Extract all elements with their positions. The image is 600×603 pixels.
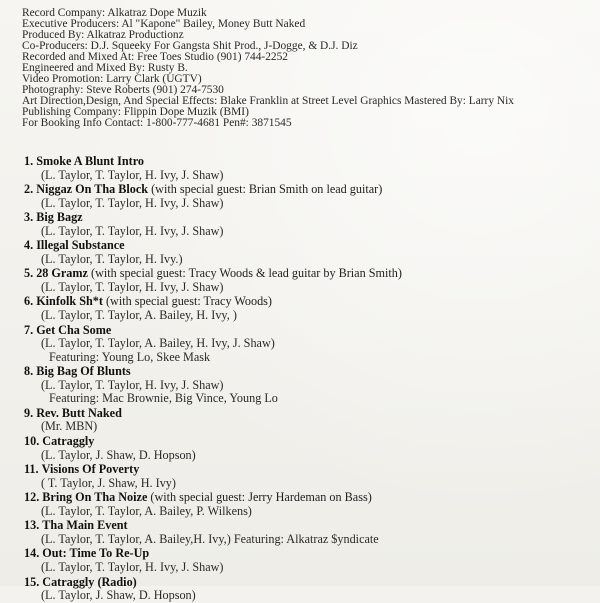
track-featuring: Featuring: Mac Brownie, Big Vince, Young Lo bbox=[49, 391, 278, 406]
track-writers: (L. Taylor, T. Taylor, A. Bailey, H. Ivy, ) bbox=[41, 307, 237, 322]
credit-line: Engineered and Mixed By: Rusty B. bbox=[22, 62, 188, 75]
track-name: 28 Gramz bbox=[36, 266, 88, 281]
track-writers: (L. Taylor, T. Taylor, A. Bailey, H. Ivy, J. Shaw) bbox=[41, 336, 275, 351]
track-item bbox=[24, 518, 594, 546]
track-number: 3. bbox=[24, 210, 34, 225]
track-name: Kinfolk Sh*t bbox=[36, 294, 103, 309]
credit-line: Photography: Steve Roberts (901) 274-7530 bbox=[22, 84, 224, 97]
track-number: 14. bbox=[24, 546, 40, 561]
track-writers: (Mr. MBN) bbox=[41, 419, 98, 434]
track-guest-note: (with special guest: Jerry Hardeman on Bass) bbox=[150, 490, 372, 505]
track-item bbox=[24, 323, 594, 365]
track-writers: (L. Taylor, T. Taylor, A. Bailey, P. Wilkens) bbox=[41, 503, 252, 518]
track-name: Big Bag Of Blunts bbox=[36, 364, 131, 379]
credit-line: Executive Producers: Al "Kapone" Bailey, Money Butt Naked bbox=[22, 18, 306, 31]
track-featuring: Featuring: Young Lo, Skee Mask bbox=[49, 349, 211, 364]
track-name: Smoke A Blunt Intro bbox=[36, 154, 144, 168]
track-item bbox=[24, 294, 594, 322]
track-name: Catraggly bbox=[42, 434, 95, 449]
track-number: 9. bbox=[24, 405, 34, 420]
track-item bbox=[24, 210, 594, 238]
credit-line: Recorded and Mixed At: Free Toes Studio (901) 744-2252 bbox=[22, 51, 288, 64]
track-title-line bbox=[24, 323, 594, 338]
track-writers: ( T. Taylor, J. Shaw, H. Ivy) bbox=[41, 475, 176, 490]
track-title-line bbox=[24, 546, 594, 561]
track-guest-note: (with special guest: Tracy Woods & lead guitar by Brian Smith) bbox=[91, 266, 402, 281]
credit-line: Co-Producers: D.J. Squeeky For Gangsta Shit Prod., J-Dogge, & D.J. Diz bbox=[22, 40, 358, 53]
track-title-line bbox=[24, 266, 594, 281]
track-number: 5. bbox=[24, 266, 34, 281]
track-item bbox=[24, 364, 594, 406]
track-number: 11. bbox=[24, 462, 39, 477]
track-item bbox=[24, 238, 594, 266]
track-item bbox=[24, 575, 594, 603]
track-name: Out: Time To Re-Up bbox=[42, 546, 150, 561]
track-item bbox=[24, 182, 594, 210]
track-title-line bbox=[24, 462, 594, 477]
track-name: Illegal Substance bbox=[36, 238, 125, 253]
track-number: 2. bbox=[24, 182, 34, 197]
track-number: 6. bbox=[24, 294, 34, 309]
credit-line: Publishing Company: Flippin Dope Muzik (BMI) bbox=[22, 106, 249, 119]
track-number: 10. bbox=[24, 434, 40, 449]
track-title-line bbox=[24, 364, 594, 379]
track-writers: (L. Taylor, T. Taylor, A. Bailey,H. Ivy,) Featuring: Alkatraz $yndicate bbox=[41, 531, 379, 546]
track-writers: (L. Taylor, J. Shaw, D. Hopson) bbox=[41, 447, 196, 462]
track-name: Niggaz On Tha Block bbox=[36, 182, 149, 197]
track-name: Bring On Tha Noize bbox=[42, 490, 148, 505]
track-title-line bbox=[24, 490, 594, 505]
track-title-line bbox=[24, 238, 594, 253]
track-title-line bbox=[24, 575, 594, 590]
track-name: Tha Main Event bbox=[42, 518, 128, 533]
track-writers: (L. Taylor, T. Taylor, H. Ivy.) bbox=[41, 251, 183, 266]
track-title-line bbox=[24, 294, 594, 309]
track-item bbox=[24, 154, 594, 182]
credits-block bbox=[22, 8, 597, 130]
track-number: 1. bbox=[24, 154, 34, 168]
credit-line: For Booking Info Contact: 1-800-777-4681 Pen#: 3871545 bbox=[22, 117, 292, 130]
track-name: Big Bagz bbox=[36, 210, 83, 225]
track-item bbox=[24, 406, 594, 434]
track-name: Catraggly (Radio) bbox=[42, 574, 137, 589]
track-item bbox=[24, 266, 594, 294]
track-writers: (L. Taylor, T. Taylor, H. Ivy, J. Shaw) bbox=[41, 279, 224, 294]
credit-line: Produced By: Alkatraz Productionz bbox=[22, 29, 184, 42]
track-title-line bbox=[24, 210, 594, 225]
track-item bbox=[24, 490, 594, 518]
track-item bbox=[24, 434, 594, 462]
credit-line: Art Direction,Design, And Special Effects: Blake Franklin at Street Level Graphics Mastered By: Larry Nix bbox=[22, 95, 514, 108]
track-number: 8. bbox=[24, 364, 34, 379]
credit-line: Record Company: Alkatraz Dope Muzik bbox=[22, 7, 207, 19]
track-number: 4. bbox=[24, 238, 34, 253]
track-writers: (L. Taylor, T. Taylor, H. Ivy, J. Shaw) bbox=[41, 195, 224, 210]
track-item bbox=[24, 546, 594, 574]
tracklist bbox=[24, 154, 594, 603]
track-title-line bbox=[24, 518, 594, 533]
track-writers: (L. Taylor, J. Shaw, D. Hopson) bbox=[41, 588, 196, 602]
track-title-line bbox=[24, 182, 594, 197]
track-number: 13. bbox=[24, 518, 40, 533]
track-number: 15. bbox=[24, 574, 40, 589]
track-name: Rev. Butt Naked bbox=[36, 405, 122, 420]
track-title-line bbox=[24, 434, 594, 449]
track-title-line bbox=[24, 154, 594, 169]
track-writers: (L. Taylor, T. Taylor, H. Ivy, J. Shaw) bbox=[41, 377, 224, 392]
track-guest-note: (with special guest: Brian Smith on lead guitar) bbox=[151, 182, 383, 197]
track-name: Visions Of Poverty bbox=[41, 462, 140, 477]
track-item bbox=[24, 462, 594, 490]
track-guest-note: (with special guest: Tracy Woods) bbox=[105, 294, 272, 309]
credit-line: Video Promotion: Larry Clark (UGTV) bbox=[22, 73, 202, 86]
track-number: 12. bbox=[24, 490, 40, 505]
track-writers: (L. Taylor, T. Taylor, H. Ivy, J. Shaw) bbox=[41, 167, 224, 182]
track-name: Get Cha Some bbox=[36, 322, 112, 337]
track-writers: (L. Taylor, T. Taylor, H. Ivy, J. Shaw) bbox=[41, 559, 224, 574]
track-writers: (L. Taylor, T. Taylor, H. Ivy, J. Shaw) bbox=[41, 223, 224, 238]
track-title-line bbox=[24, 406, 594, 421]
track-number: 7. bbox=[24, 322, 34, 337]
